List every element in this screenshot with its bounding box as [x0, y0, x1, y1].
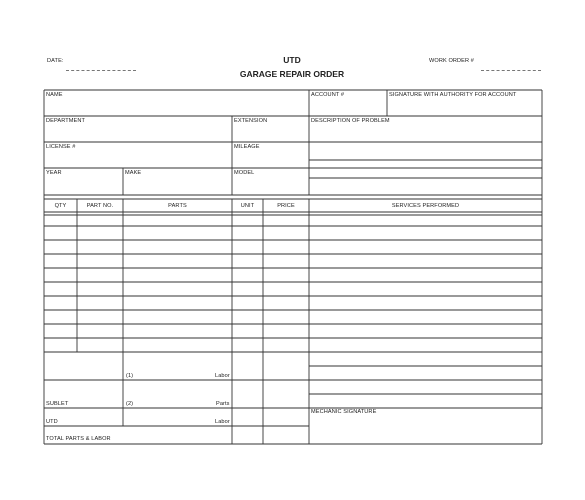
- date-label: DATE:: [47, 58, 64, 64]
- model-label: MODEL: [234, 170, 255, 176]
- column-header-price: PRICE: [277, 203, 295, 209]
- company-name: UTD: [283, 55, 301, 65]
- extension-label: EXTENSION: [234, 118, 268, 124]
- utd-label: UTD: [46, 419, 58, 425]
- parts-2-number: (2): [126, 401, 134, 407]
- parts-2-label: Parts: [216, 401, 230, 407]
- license-label: LICENSE #: [46, 144, 76, 150]
- mileage-label: MILEAGE: [234, 144, 260, 150]
- column-header-qty: QTY: [54, 203, 67, 209]
- labor-1-number: (1): [126, 373, 134, 379]
- work-order-label: WORK ORDER #: [429, 58, 475, 64]
- column-header-parts: PARTS: [168, 203, 187, 209]
- mechanic-signature-label: MECHANIC SIGNATURE: [311, 409, 377, 415]
- total-parts-labor-label: TOTAL PARTS & LABOR: [46, 436, 111, 442]
- column-header-part-no: PART NO.: [86, 203, 114, 209]
- name-label: NAME: [46, 92, 63, 98]
- account-label: ACCOUNT #: [311, 92, 345, 98]
- year-label: YEAR: [46, 170, 62, 176]
- labor-3-label: Labor: [215, 419, 230, 425]
- labor-1-label: Labor: [215, 373, 230, 379]
- department-label: DEPARTMENT: [46, 118, 86, 124]
- form-title: GARAGE REPAIR ORDER: [239, 69, 345, 79]
- column-header-unit: UNIT: [240, 203, 255, 209]
- column-header-services: SERVICES PERFORMED: [391, 203, 460, 209]
- sublet-label: SUBLET: [46, 401, 69, 407]
- description-label: DESCRIPTION OF PROBLEM: [311, 118, 390, 124]
- signature-authority-label: SIGNATURE WITH AUTHORITY FOR ACCOUNT: [389, 92, 517, 98]
- make-label: MAKE: [125, 170, 142, 176]
